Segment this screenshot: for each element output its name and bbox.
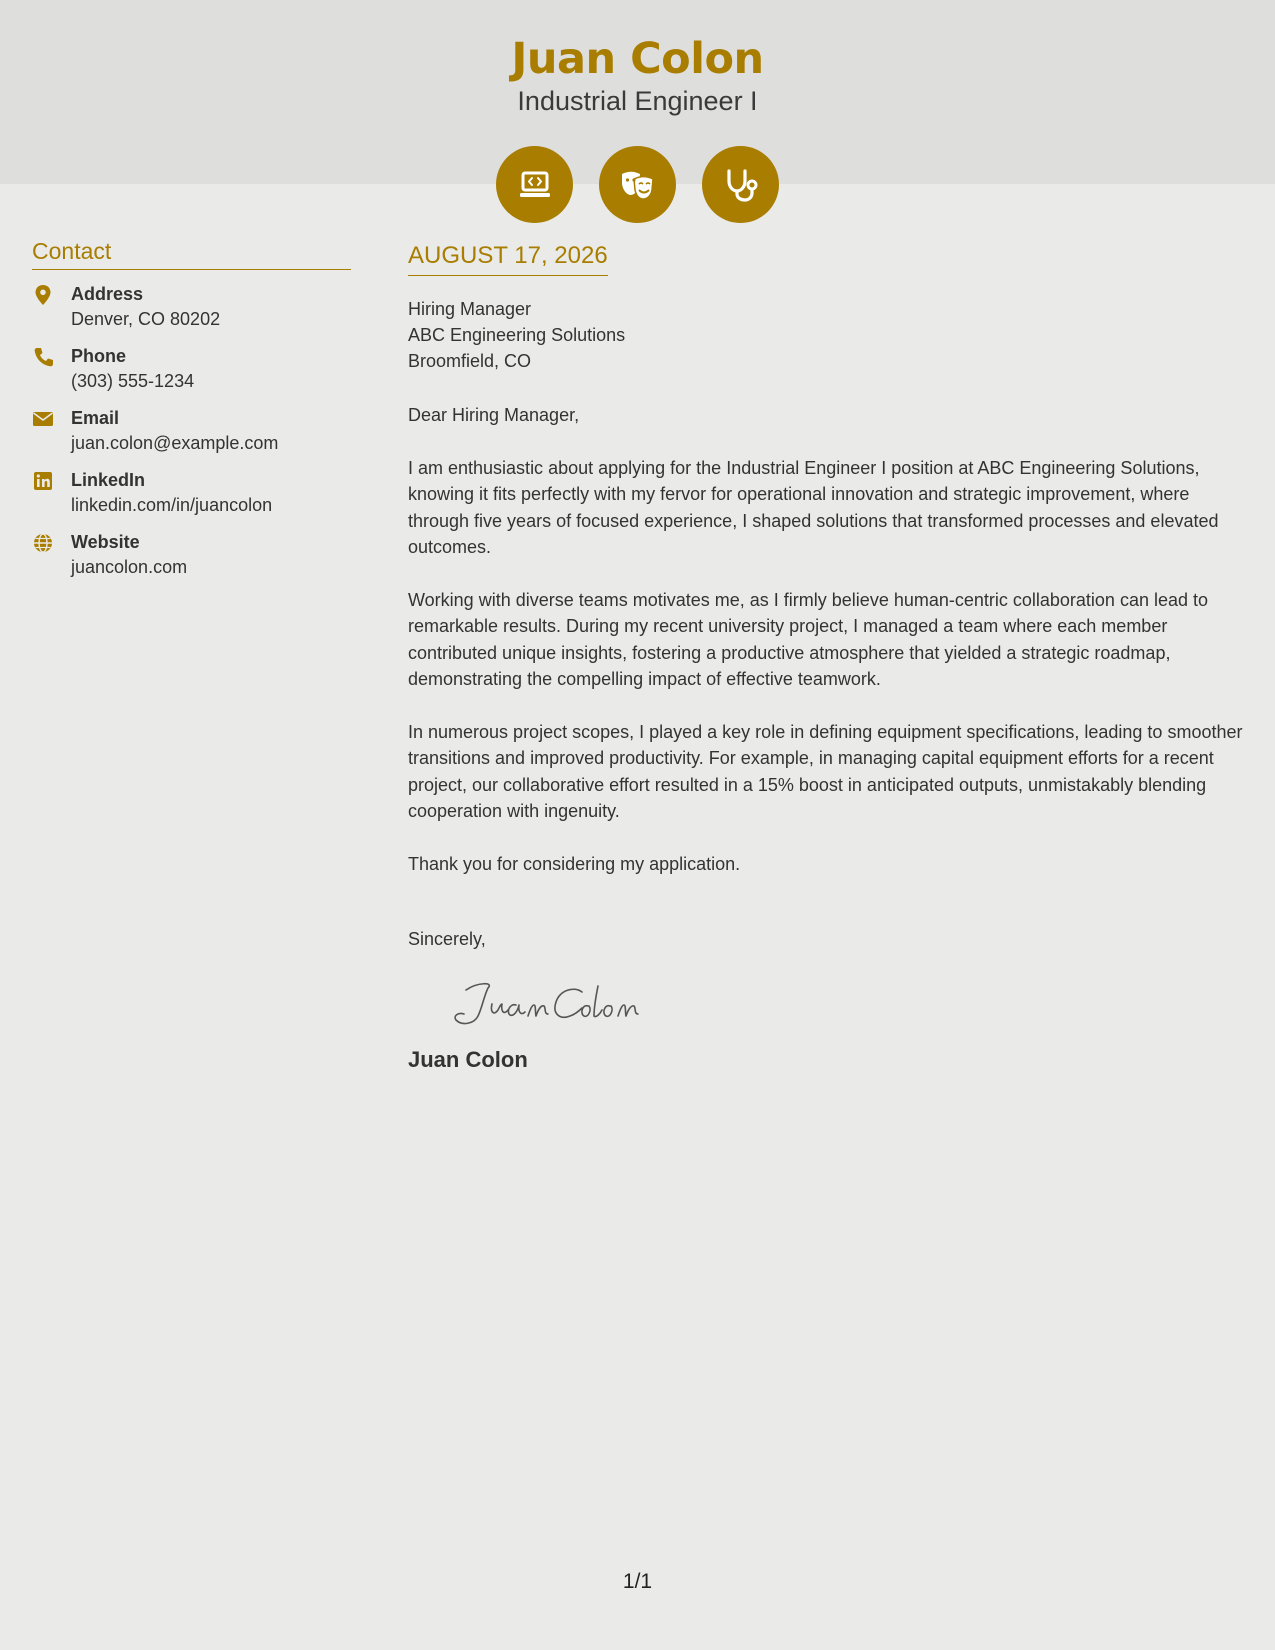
contact-value[interactable]: linkedin.com/in/juancolon [71,495,273,515]
contact-value: (303) 555-1234 [71,371,195,391]
closing: Sincerely, [408,929,486,949]
body-paragraph: Thank you for considering my application. [408,853,741,874]
recipient-line: Broomfield, CO [408,351,532,371]
contact-label: LinkedIn [71,470,146,490]
letter-body [408,242,1253,1073]
recipient-line: ABC Engineering Solutions [408,325,626,345]
recipient-block [408,296,1253,374]
contact-item-website [32,530,351,580]
contact-value: Denver, CO 80202 [71,309,221,329]
salutation: Dear Hiring Manager, [408,405,580,425]
contact-section-title: Contact [32,238,351,270]
recipient-line: Hiring Manager [408,299,532,319]
contact-label: Phone [71,346,127,366]
contact-label: Email [71,408,120,428]
linkedin-icon [32,470,54,492]
contact-value[interactable]: juan.colon@example.com [71,433,279,453]
contact-sidebar [32,238,351,580]
body-paragraph: In numerous project scopes, I played a key role in defining equipment specifications, leading to smoother transitions and improved productivity. For example, in managing capital equipment efforts for a recent project, our collaborative effort resulted in a 15% boost in anticipated outputs, unmistakably blending cooperation with ingenuity. [408,721,1243,821]
contact-item-address [32,282,351,332]
contact-item-linkedin [32,468,351,518]
page-number: 1/1 [622,1570,653,1593]
theater-masks-icon [599,146,676,223]
contact-label: Website [71,532,140,552]
globe-icon [32,532,54,554]
handwritten-signature [448,972,648,1036]
stethoscope-icon [702,146,779,223]
body-paragraph: Working with diverse teams motivates me, as I firmly believe human-centric collaboration can lead to remarkable results. During my recent university project, I managed a team where each member contributed unique insights, fostering a productive atmosphere that yielded a strategic roadmap, demonstrating the compelling impact of effective teamwork. [408,589,1209,689]
letter-date: AUGUST 17, 2026 [408,242,608,276]
contact-label: Address [71,284,144,304]
contact-value[interactable]: juancolon.com [71,557,188,577]
signed-name: Juan Colon [408,1047,528,1072]
applicant-name: Juan Colon [511,34,764,84]
contact-item-phone [32,344,351,394]
laptop-code-icon [496,146,573,223]
envelope-icon [32,408,54,430]
map-pin-icon [32,284,54,306]
body-paragraph: I am enthusiastic about applying for the Industrial Engineer I position at ABC Engineering Solutions, knowing it fits perfectly with my fervor for operational innovation and strategic improvement, where through five years of focused experience, I shaped solutions that transformed processes and elevated outcomes. [408,457,1219,557]
job-title: Industrial Engineer I [517,86,758,116]
contact-item-email [32,406,351,456]
phone-icon [32,346,54,368]
